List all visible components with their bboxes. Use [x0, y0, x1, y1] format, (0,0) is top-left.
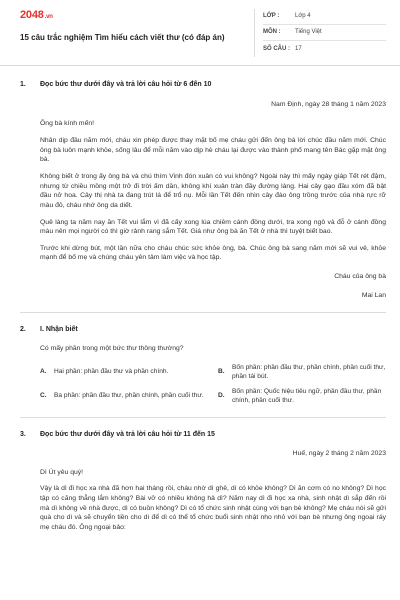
- page-header: [0, 0, 400, 66]
- question-body: [20, 344, 386, 405]
- option-letter: A.: [40, 368, 47, 376]
- question-number: 3.: [20, 431, 26, 439]
- meta-row-count: [263, 41, 386, 57]
- letter-paragraph: Vậy là dì đi học xa nhà đã hơn hai tháng rồi, cháu nhớ dì ghê, dì có khỏe không? Dì ăn cơm có no không? Dì học tập có căng thẳng lắm không? Bài vở có nhiều không hả dì? Năm nay dì đi học xa nhà, sinh nhật dì sắp đến rồi mà dì không về nhà được, dì có buồn không? Dì có tổ chức sinh nhật cùng với bạn bè không? Mẹ cháu nói sẽ gửi quà cho dì và sẽ chuyển tiền cho dì để dì có thể tổ chức buổi sinh nhật nho nhỏ với bạn bè nhưng ông ngoại ráy mẹ cháu đó. Ông ngoại bảo:: [40, 485, 386, 532]
- question-1: [0, 66, 400, 313]
- question-number: 2.: [20, 326, 26, 334]
- question-text: Có mấy phần trong một bức thư thông thường?: [40, 345, 184, 353]
- meta-label: SỐ CÂU :: [263, 45, 290, 52]
- letter-paragraph: Không biết ở trong ấy ông bà và chú thím Vinh đón xuân có vui không? Ngoài này thì mấy ngày giáp Tết rét đậm, nhưng từ chiều mồng một trở đi trời ấm dần, không khí xuân tràn đầy đường làng. Hai cây gạo đầu xóm đã bật đầu nở hoa. Cây thị nhà ta đang trút lá để trổ nụ. Mỗi lần Tết đến nhìn cây đào ông trồng trước của nhà rực rỡ màu đỏ, cháu nhớ ông da diết.: [40, 173, 386, 209]
- letter-paragraph: Quê làng ta năm nay ăn Tết vui lắm vì đã cấy xong lúa chiêm cánh đồng dưới, tra xong ngô và đỗ ở cánh đồng màu nên mọi người có thì giờ rảnh rang sắm Tết. Giá như ông bà ăn Tết ở nhà thì tuyệt biết bao.: [40, 218, 386, 236]
- question-3: [0, 418, 400, 532]
- question-heading: Đọc bức thư dưới đây và trả lời câu hỏi từ 6 đến 10: [40, 81, 212, 88]
- meta-table: [254, 9, 386, 57]
- logo-main: 2048: [20, 9, 44, 21]
- option-text: Ba phần: phần đầu thư, phần chính, phần cuối thư.: [54, 392, 204, 400]
- answer-option-b[interactable]: [218, 364, 386, 382]
- logo-suffix: .vn: [44, 14, 53, 20]
- question-number: 1.: [20, 81, 26, 88]
- answer-option-d[interactable]: [218, 388, 386, 406]
- document-title: 15 câu trắc nghiệm Tìm hiểu cách viết thư (có đáp án): [20, 33, 225, 43]
- option-letter: B.: [218, 368, 225, 376]
- option-text: Bốn phần: Quốc hiệu tiêu ngữ, phần đầu thư, phần chính, phần cuối thư.: [232, 387, 382, 404]
- meta-value: Tiếng Việt: [295, 29, 322, 36]
- letter-closing: Cháu của ông bà: [334, 273, 386, 281]
- option-text: Hai phần: phần đầu thư và phần chính.: [54, 368, 169, 376]
- letter-body: [20, 449, 386, 532]
- letter-date: Nam Định, ngày 28 tháng 1 năm 2023: [271, 100, 386, 108]
- letter-date: Huế, ngày 2 tháng 2 năm 2023: [292, 450, 386, 458]
- answer-option-a[interactable]: [40, 364, 208, 382]
- meta-label: MÔN :: [263, 29, 281, 36]
- answer-options: [40, 364, 386, 406]
- meta-row-class: [263, 9, 386, 25]
- letter-paragraph: Nhân dịp đầu năm mới, cháu xin phép được thay mặt bố mẹ cháu gửi đến ông bà lời chúc đầu năm mới. Chúc ông bà luôn mạnh khỏe, sống lâu để mỗi năm vào dịp hè cháu lại được vào thành phố mang tên Bác gặp mặt ông bà.: [40, 137, 386, 164]
- letter-body: [20, 100, 386, 301]
- question-2: [0, 313, 400, 418]
- meta-label: LỚP :: [263, 13, 280, 20]
- letter-greeting: Ông bà kính mến!: [40, 120, 95, 128]
- question-header: [20, 80, 386, 90]
- letter-signature: Mai Lan: [361, 291, 386, 299]
- meta-value: Lớp 4: [295, 13, 311, 20]
- option-text: Bốn phần: phần đầu thư, phần chính, phần cuối thư, phần tái bút.: [232, 363, 386, 380]
- meta-row-subject: [263, 25, 386, 41]
- question-header: [20, 430, 386, 440]
- letter-paragraph: Trước khi dừng bút, một lần nữa cho cháu chúc sức khỏe ông, bà. Chúc ông bà sang năm mới sẽ vui vẻ, khỏe mạnh để bố mẹ và chúng cháu yên tâm làm việc và học tập.: [40, 244, 386, 262]
- question-heading: I. Nhận biết: [40, 326, 78, 334]
- meta-value: 17: [295, 45, 302, 52]
- question-heading: Đọc bức thư dưới đây và trả lời câu hỏi từ 11 đến 15: [40, 431, 215, 439]
- letter-greeting: Dì Út yêu quý!: [40, 468, 84, 476]
- question-header: [20, 325, 386, 335]
- option-letter: C.: [40, 392, 47, 400]
- option-letter: D.: [218, 392, 225, 400]
- answer-option-c[interactable]: [40, 388, 208, 406]
